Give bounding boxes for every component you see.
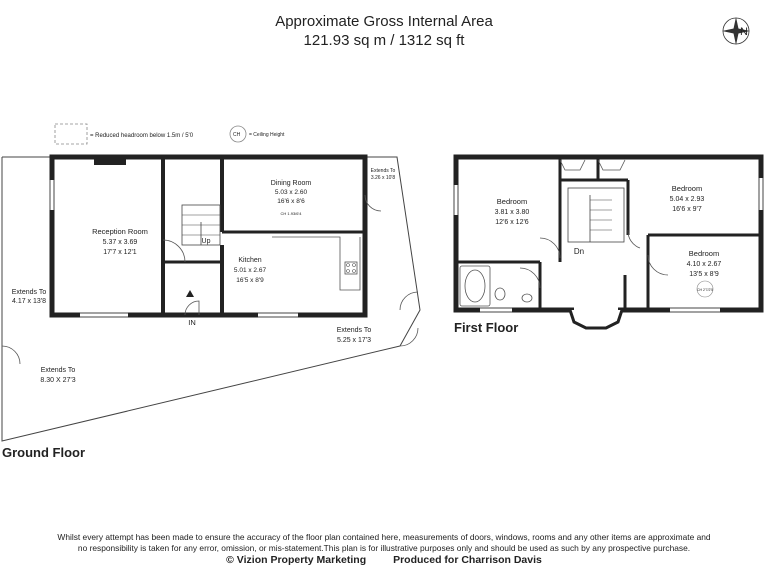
- dining-name: Dining Room: [270, 180, 312, 187]
- area-title: Approximate Gross Internal Area: [275, 13, 493, 30]
- bedroom3-metric: 4.10 x 2.67: [686, 261, 722, 268]
- entrance-arrow-icon: [186, 290, 194, 297]
- dining-ceiling-height: CH 1.93/6'4: [280, 211, 302, 216]
- disclaimer-line-2: no responsibility is taken for any error, omission, or mis-statement.This plan is for illustrative purposes only and should be used as such by any prospective purchase.: [77, 543, 691, 553]
- bedroom2-name: Bedroom: [671, 184, 703, 193]
- reception-metric: 5.37 x 3.69: [102, 239, 138, 246]
- ground-floor-plan: [2, 157, 420, 441]
- disclaimer-line-1: Whilst every attempt has been made to ensure the accuracy of the floor plan contained here, measurements of doors, windows, rooms and any other items are approximate and: [57, 532, 711, 542]
- reception-imperial: 17'7 x 12'1: [103, 249, 137, 256]
- first-floor-title: First Floor: [454, 320, 519, 335]
- ground-floor-labels: [12, 168, 396, 384]
- area-value: 121.93 sq m / 1312 sq ft: [303, 32, 465, 49]
- kitchen-metric: 5.01 x 2.67: [233, 267, 267, 274]
- extends-bottom-size: 8.30 X 27'3: [40, 377, 76, 384]
- legend-ch-symbol: CH: [233, 132, 241, 138]
- credits: [0, 554, 768, 566]
- credit-vizion: © Vizion Property Marketing: [226, 554, 367, 566]
- extends-top-right-label: Extends To: [370, 168, 396, 174]
- dining-metric: 5.03 x 2.60: [274, 189, 308, 196]
- reduced-headroom-swatch: [55, 124, 87, 144]
- bedroom3-name: Bedroom: [688, 249, 720, 258]
- dining-imperial: 16'6 x 8'6: [277, 198, 305, 205]
- bedroom3-imperial: 13'5 x 8'9: [689, 271, 719, 278]
- legend-ceiling-height: = Ceiling Height: [249, 132, 285, 138]
- stairs-up-label: Up: [201, 238, 211, 245]
- legend: [55, 124, 285, 144]
- bedroom1-imperial: 12'6 x 12'6: [495, 219, 529, 226]
- kitchen-name: Kitchen: [238, 257, 262, 264]
- extends-bottom-label: Extends To: [40, 367, 76, 374]
- bedroom2-imperial: 16'6 x 9'7: [672, 206, 702, 213]
- stairs-down-label: Dn: [573, 247, 585, 256]
- extends-right-size: 5.25 x 17'3: [336, 337, 372, 344]
- bedroom3-ceiling-height: CH 2'7/2'5: [696, 288, 714, 292]
- compass-north-label: N: [740, 26, 748, 38]
- kitchen-imperial: 16'5 x 8'9: [236, 277, 264, 284]
- extends-left-size: 4.17 x 13'8: [11, 298, 47, 305]
- first-floor-plan: [454, 157, 763, 328]
- extends-right-label: Extends To: [336, 327, 372, 334]
- bedroom1-name: Bedroom: [496, 197, 528, 206]
- bedroom1-metric: 3.81 x 3.80: [494, 209, 530, 216]
- disclaimer: [10, 532, 758, 554]
- extends-top-right-size: 3.26 x 10'8: [370, 175, 396, 181]
- reception-name: Reception Room: [92, 227, 148, 236]
- credit-produced-for: Produced for Charrison Davis: [393, 554, 542, 566]
- compass-icon: [722, 17, 750, 45]
- ground-floor-title: Ground Floor: [2, 445, 86, 460]
- entrance-label: IN: [188, 318, 196, 327]
- legend-reduced-headroom: = Reduced headroom below 1.5m / 5'0: [90, 133, 194, 139]
- bedroom2-metric: 5.04 x 2.93: [669, 196, 705, 203]
- extends-left-label: Extends To: [11, 289, 47, 296]
